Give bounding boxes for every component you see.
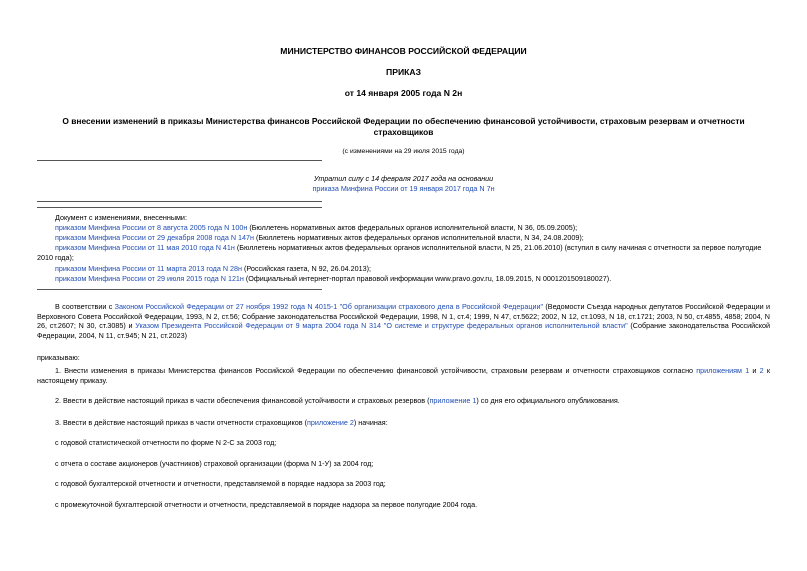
document-title — [20, 116, 787, 137]
change-link[interactable]: приказом Минфина России от 8 августа 2005 года N 100н — [55, 223, 248, 232]
item-text: и — [749, 366, 760, 375]
preamble-text: В соответствии с — [55, 302, 115, 311]
list-item: с отчета о составе акционеров (участников) страховой организации (форма N 1-У) за 2004 год; — [55, 459, 374, 468]
change-item — [55, 274, 611, 284]
ministry-heading: МИНИСТЕРСТВО ФИНАНСОВ РОССИЙСКОЙ ФЕДЕРАЦИИ — [280, 46, 527, 56]
revision-note: (с изменениями на 29 июля 2015 года) — [342, 148, 465, 155]
law-link[interactable]: Законом Российской Федерации от 27 ноября 1992 года N 4015-1 "Об организации страхового дела в Российской Федерации" — [114, 302, 544, 311]
item-text: 1. Внести изменения в приказы Министерства финансов Российской Федерации по обеспечению финансовой устойчивости, страховым резервам и отчетности страховщиков согласно — [55, 366, 697, 375]
divider — [37, 289, 322, 290]
item-text: к настоящему приказу. — [37, 366, 770, 385]
change-link[interactable]: приказом Минфина России от 11 марта 2013 года N 28н — [55, 264, 243, 273]
date-number-heading: от 14 января 2005 года N 2н — [344, 88, 463, 98]
decree-link[interactable]: Указом Президента Российской Федерации от 9 марта 2004 года N 314 "О системе и структуре федеральных органов исполнительной власти" — [135, 321, 628, 331]
title-line-2: страховщиков — [373, 126, 434, 137]
preamble-paragraph — [37, 302, 770, 340]
expired-link[interactable]: приказа Минфина России от 19 января 2017 года N 7н — [312, 184, 495, 193]
change-item — [55, 233, 584, 243]
change-item-continuation: 2010 года); — [37, 253, 74, 262]
change-text: (Официальный интернет-портал правовой информации www.pravo.gov.ru, 18.09.2015, N 0001201509180027). — [243, 274, 612, 283]
order-item-3 — [55, 418, 388, 428]
order-item-1 — [37, 366, 770, 385]
divider — [37, 160, 322, 161]
change-text: (Бюллетень нормативных актов федеральных органов исполнительной власти, N 34, 24.08.2009); — [254, 233, 584, 242]
change-item — [55, 264, 371, 274]
changes-heading: Документ с изменениями, внесенными: — [55, 213, 187, 222]
item-text: 3. Ввести в действие настоящий приказ в части отчетности страховщиков ( — [55, 418, 307, 427]
appendix-1-link[interactable]: приложение 1 — [429, 396, 477, 405]
change-item — [55, 223, 577, 233]
item-text: ) со дня его официального опубликования. — [476, 396, 620, 405]
change-link[interactable]: приказом Минфина России от 29 июля 2015 года N 121н — [55, 274, 244, 283]
change-link[interactable]: приказом Минфина России от 11 мая 2010 года N 41н — [55, 243, 235, 252]
doc-type-heading: ПРИКАЗ — [386, 67, 421, 77]
change-text: (Российская газета, N 92, 26.04.2013); — [242, 264, 371, 273]
change-text: (Бюллетень нормативных актов федеральных органов исполнительной власти, N 25, 21.06.2010) (вступил в силу начиная с отчетности за первое полугодие — [234, 243, 762, 252]
list-item: с промежуточной бухгалтерской отчетности и отчетности, представляемой в порядке надзора за первое полугодие 2004 года. — [55, 500, 478, 509]
title-line-1: О внесении изменений в приказы Министерства финансов Российской Федерации по обеспечению финансовой устойчивости, страховым резервам и отчетности — [62, 116, 745, 126]
divider — [37, 207, 322, 208]
item-text: ) начиная: — [353, 418, 388, 427]
expired-text: Утратил силу с 14 февраля 2017 года на основании — [313, 174, 494, 183]
order-item-2 — [55, 396, 620, 406]
appendix-2-link[interactable]: 2 — [759, 366, 764, 375]
appendix-2-link[interactable]: приложение 2 — [306, 418, 354, 427]
divider — [37, 201, 322, 202]
list-item: с годовой бухгалтерской отчетности и отчетности, представляемой в порядке надзора за 2003 год; — [55, 479, 386, 488]
change-text: (Бюллетень нормативных актов федеральных органов исполнительной власти, N 36, 05.09.2005); — [247, 223, 578, 232]
list-item: с годовой статистической отчетности по форме N 2-С за 2003 год; — [55, 438, 277, 447]
change-item — [55, 243, 761, 253]
preamble-text: (Ведомости Съезда народных депутатов Российской Федерации и Верховного Совета Российской Федерации, 1993, N 2, ст.56; Собрание законодательства Российской Федерации, 1998, N 1, ст.4; 1999, N 47, ст.5622; 2002, N 12, ст.1093, N 18, ст.1721; 2003, N 50, ст.4855, 4858; 2004, N 26, ст.2607; N 30, ст.3085) и — [37, 302, 770, 331]
change-link[interactable]: приказом Минфина России от 29 декабря 2008 года N 147н — [55, 233, 254, 242]
order-word: приказываю: — [37, 353, 80, 362]
item-text: 2. Ввести в действие настоящий приказ в части обеспечения финансовой устойчивости и страховых резервов ( — [55, 396, 430, 405]
appendix-1-link[interactable]: приложениям 1 — [696, 366, 750, 375]
preamble-text: (Собрание законодательства Российской Федерации, 2004, N 11, ст.945; N 21, ст.2023) — [37, 321, 771, 340]
